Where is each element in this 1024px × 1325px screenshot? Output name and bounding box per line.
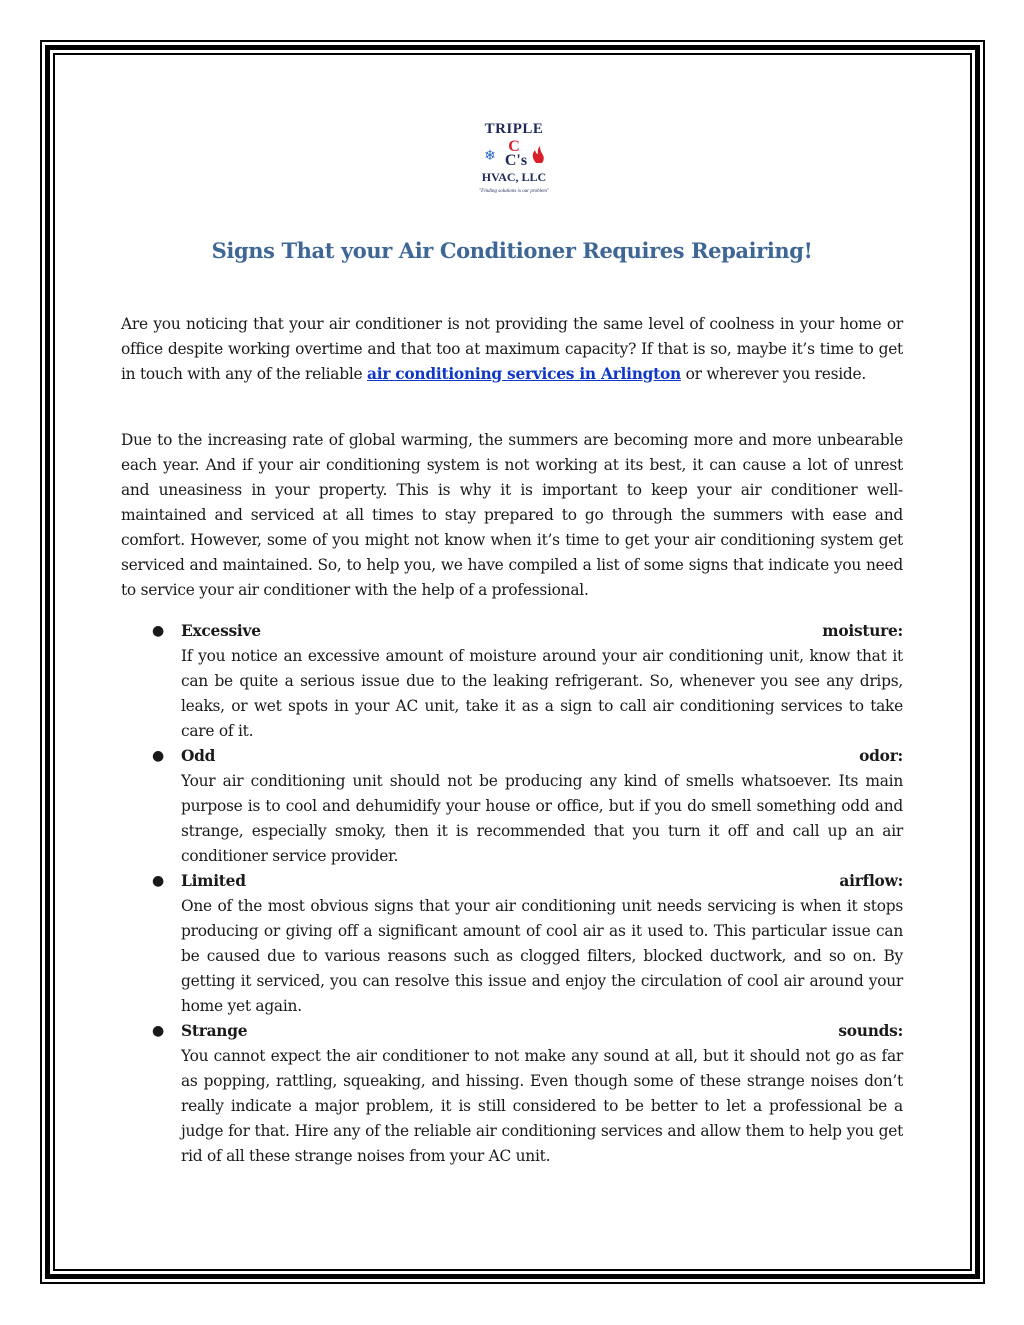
company-logo bbox=[476, 118, 552, 198]
list-item-body: If you notice an excessive amount of moisture around your air conditioning unit, know that it can be quite a serious issue due to the leaking refrigerant. So, whenever you see any drips, leaks, or wet spots in your AC unit, take it as a sign to call air conditioning services to take care of it. bbox=[181, 647, 903, 740]
list-item-heading bbox=[181, 869, 903, 894]
list-item-body: One of the most obvious signs that your air conditioning unit needs servicing is when it stops producing or giving off a significant amount of cool air as it used to. This particular issue can be caused due to various reasons such as clogged filters, blocked ductwork, and so on. By getting it serviced, you can resolve this issue and enjoy the circulation of cool air around your home yet again. bbox=[181, 897, 903, 1015]
list-item bbox=[121, 619, 903, 744]
list-item bbox=[121, 744, 903, 869]
intro-text-before: Are you noticing that your air conditioner is not providing the same level of coolness in your home or office despite working overtime and that too at maximum capacity? If that is so, maybe it’s time to get in touch with any of the reliable bbox=[121, 315, 903, 383]
bullet-icon: ● bbox=[152, 1023, 164, 1039]
heading-left: Excessive bbox=[181, 622, 261, 640]
list-item-heading bbox=[181, 1019, 903, 1044]
list-item bbox=[121, 869, 903, 1019]
heading-left: Odd bbox=[181, 747, 216, 765]
heading-right: moisture: bbox=[822, 622, 903, 640]
signs-list bbox=[121, 619, 903, 1169]
svg-text:C: C bbox=[508, 138, 520, 155]
bullet-icon: ● bbox=[152, 873, 164, 889]
bullet-icon: ● bbox=[152, 623, 164, 639]
svg-text:TRIPLE: TRIPLE bbox=[484, 121, 544, 137]
list-item-heading bbox=[181, 744, 903, 769]
svg-text:❄: ❄ bbox=[484, 148, 496, 164]
heading-right: odor: bbox=[859, 747, 903, 765]
heading-left: Strange bbox=[181, 1022, 248, 1040]
heading-left: Limited bbox=[181, 872, 246, 890]
heading-right: sounds: bbox=[838, 1022, 903, 1040]
list-item bbox=[121, 1019, 903, 1169]
list-item-body: Your air conditioning unit should not be producing any kind of smells whatsoever. Its main purpose is to cool and dehumidify your house or office, but if you do smell something odd and strange, especially smoky, then it is recommended that you turn it off and call up an air conditioner service provider. bbox=[181, 772, 903, 865]
heading-right: airflow: bbox=[839, 872, 903, 890]
intro-paragraph bbox=[121, 312, 903, 387]
body-paragraph: Due to the increasing rate of global warming, the summers are becoming more and more unbearable each year. And if your air conditioning system is not working at its best, it can cause a lot of unrest and uneasiness in your property. This is why it is important to keep your air conditioner well-maintained and serviced at all times to stay prepared to go through the summers with ease and comfort. However, some of you might not know when it’s time to get your air conditioning system get serviced and maintained. So, to help you, we have compiled a list of some signs that indicate you need to service your air conditioner with the help of a professional. bbox=[121, 431, 903, 599]
intro-text-after: or wherever you reside. bbox=[680, 365, 867, 383]
list-item-body: You cannot expect the air conditioner to not make any sound at all, but it should not go as far as popping, rattling, squeaking, and hissing. Even though some of these strange noises don’t really indicate a major problem, it is still considered to be better to let a professional be a judge for that. Hire any of the reliable air conditioning services and allow them to help you get rid of all these strange noises from your AC unit. bbox=[181, 1047, 903, 1165]
svg-text:C's: C's bbox=[504, 152, 528, 169]
list-item-heading bbox=[181, 619, 903, 644]
svg-text:HVAC, LLC: HVAC, LLC bbox=[481, 170, 547, 184]
bullet-icon: ● bbox=[152, 748, 164, 764]
page-title: Signs That your Air Conditioner Requires Repairing! bbox=[211, 238, 813, 263]
arlington-services-link[interactable]: air conditioning services in Arlington bbox=[367, 365, 681, 383]
svg-text:"Finding solutions is our prob: "Finding solutions is our problem" bbox=[479, 189, 549, 194]
